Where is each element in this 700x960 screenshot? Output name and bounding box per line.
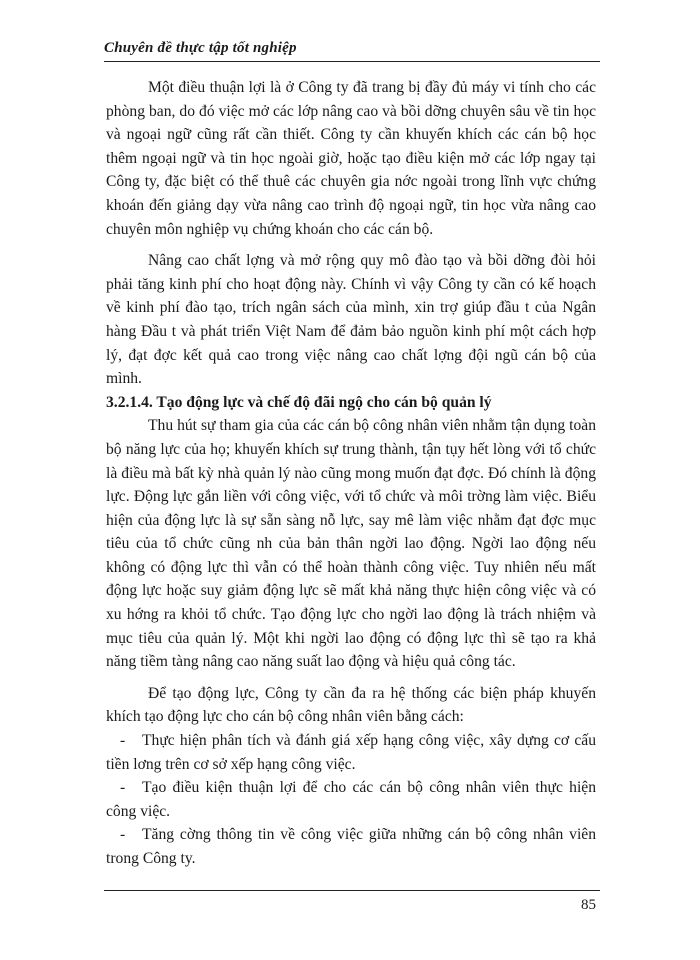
page-number: 85 [581,897,596,913]
footer-divider [104,890,600,891]
section-heading: 3.2.1.4. Tạo động lực và chế độ đãi ngộ cho cán bộ quản lý [106,393,492,411]
list-item-text: Tăng cờng thông tin về công việc giữa những cán bộ công nhân viên trong Công ty. [106,826,596,867]
list-item-text: Thực hiện phân tích và đánh giá xếp hạng công việc, xây dựng cơ cấu tiền lơng trên cơ sở xếp hạng công việc. [106,732,596,773]
list-item-text: Tạo điều kiện thuận lợi để cho các cán bộ công nhân viên thực hiện công việc. [106,779,596,820]
bullet-dash: - [120,732,126,750]
list-item [106,823,596,870]
bullet-dash: - [120,826,126,844]
paragraph-training-equipment: Một điều thuận lợi là ở Công ty đã trang bị đầy đủ máy vi tính cho các phòng ban, do đó việc mở các lớp nâng cao và bồi dỡng chuyên sâu về tin học và ngoại ngữ cũng rất cần thiết. Công ty cần khuyến khích các cán bộ học thêm ngoại ngữ và tin học ngoài giờ, hoặc tạo điều kiện mở các lớp ngay tại Công ty, đặc biệt có thể thuê các chuyên gia nớc ngoài trong lĩnh vực chứng khoán đến giảng dạy vừa nâng cao trình độ ngoại ngữ, tin học vừa nâng cao chuyên môn nghiệp vụ chứng khoán cho các cán bộ. [106,79,596,238]
running-header: Chuyên đề thực tập tốt nghiệp [104,40,297,56]
header-divider [104,61,600,62]
bullet-dash: - [120,779,126,797]
paragraph-training-budget: Nâng cao chất lợng và mở rộng quy mô đào tạo và bồi dỡng đòi hỏi phải tăng kinh phí cho hoạt động này. Chính vì vậy Công ty cần có kế hoạch về kinh phí đào tạo, trích ngân sách của mình, xin trợ giúp đầu t của Ngân hàng Đầu t và phát triển Việt Nam để đảm bảo nguồn kinh phí một cách hợp lý, đạt đợc kết quả cao trong việc nâng cao chất lợng đội ngũ cán bộ của mình. [106,252,596,388]
list-item [106,776,596,823]
list-item [106,729,596,776]
paragraph-motivation: Thu hút sự tham gia của các cán bộ công nhân viên nhằm tận dụng toàn bộ năng lực của họ; khuyến khích sự trung thành, tận tụy hết lòng với tổ chức là điều mà bất kỳ nhà quản lý nào cũng mong muốn đạt đợc. Đó chính là động lực. Động lực gắn liền với công việc, với tổ chức và môi trờng làm việc. Biểu hiện của động lực là sự sẵn sàng nỗ lực, say mê làm việc nhằm đạt đợc mục tiêu của tổ chức cũng nh của bản thân ngời lao động. Ngời lao động nếu không có động lực thì vẫn có thể hoàn thành công việc. Tuy nhiên nếu mất động lực hoặc suy giảm động lực sẽ mất khả năng thực hiện công việc và có xu hớng ra khỏi tổ chức. Tạo động lực cho ngời lao động là trách nhiệm và mục tiêu của quản lý. Một khi ngời lao động có động lực thì sẽ tạo ra khả năng tiềm tàng nâng cao năng suất lao động và hiệu quả công tác. [106,417,596,671]
document-body [106,76,596,871]
paragraph-motivation-measures: Để tạo động lực, Công ty cần đa ra hệ thống các biện pháp khuyến khích tạo động lực cho cán bộ công nhân viên bằng cách: [106,684,596,726]
